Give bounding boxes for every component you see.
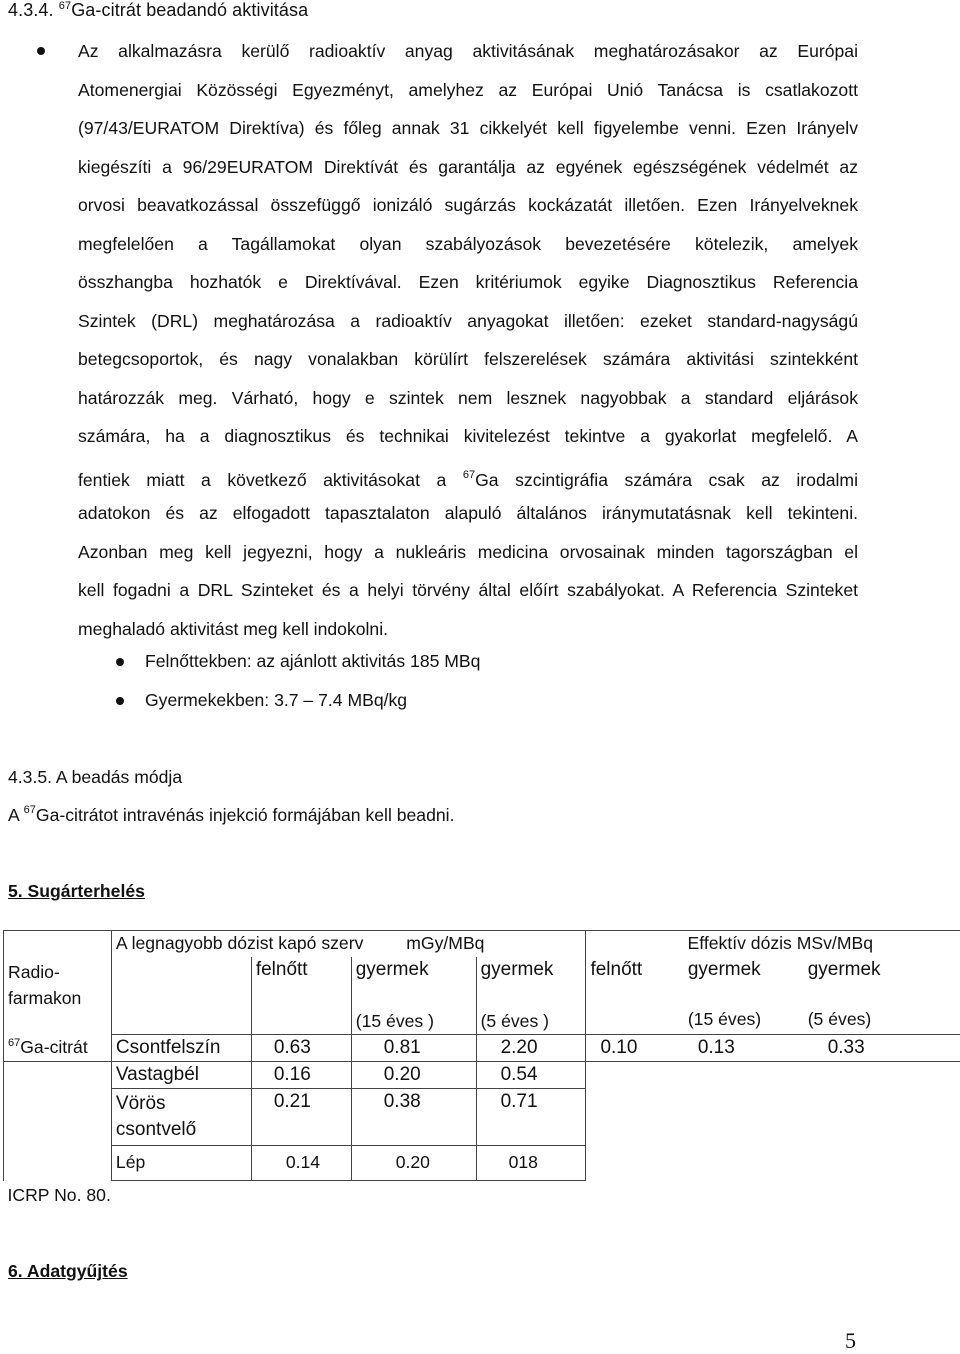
header-effective [586, 931, 960, 958]
page-number: 5 [845, 1328, 856, 1353]
paragraph-line: megfelelően a Tagállamokat olyan szabályozások bevezetésére kötelezik, amelyek [78, 233, 858, 254]
line-text: fentiek miatt a következő aktivitásokat a [78, 469, 447, 490]
dose-table [3, 930, 960, 1208]
isotope-sup: 67 [8, 1036, 21, 1049]
value-cell: 0.33 [794, 1035, 960, 1062]
section-435-text [8, 804, 454, 826]
paragraph-line: Azonban meg kell jegyezni, hogy a nukleáris medicina orvosainak minden tagországban el [78, 541, 858, 562]
header-unit: mGy/MBq [406, 933, 485, 953]
col-sub [586, 983, 684, 1035]
paragraph-line: meghaladó aktivitást meg kell indokolni. [78, 618, 389, 639]
value-cell: 0.13 [684, 1035, 794, 1062]
bullet-icon [116, 658, 124, 666]
value-cell: 0.38 [351, 1089, 476, 1146]
value-cell: 0.21 [251, 1089, 351, 1146]
paragraph-line: Az alkalmazásra kerülő radioaktív anyag aktivitásának meghatározásakor az Európai [78, 41, 858, 61]
paragraph-line: Szintek (DRL) meghatározása a radioaktív anyagokat illetően: ezeket standard-nagyságú [78, 310, 858, 331]
sub-bullet-adults: Felnőttekben: az ajánlott aktivitás 185 MBq [145, 651, 481, 671]
value-cell: 0.71 [476, 1089, 586, 1146]
col-sub: (15 éves ) [351, 983, 476, 1035]
value-cell: 0.20 [351, 1062, 476, 1089]
value-cell: 018 [476, 1146, 586, 1181]
radiopharmaceutical-label: Radio- farmakon [4, 957, 112, 1035]
col-sub: (5 éves) [794, 983, 960, 1035]
col-label: felnőtt [251, 957, 351, 983]
col-label: gyermek [351, 957, 476, 983]
section-heading-435: 4.3.5. A beadás módja [8, 767, 183, 787]
value-cell: 0.14 [251, 1146, 351, 1181]
isotope-sup: 67 [462, 468, 476, 481]
col-sub: (5 éves ) [476, 983, 586, 1035]
value-cell: 0.10 [586, 1035, 684, 1062]
paragraph-line: kiegészíti a 96/29EURATOM Direktívát és garantálja az egyének egészségének védelmét az [78, 156, 858, 177]
line-text: A [8, 805, 19, 825]
heading-number: 4.3.4. [8, 0, 54, 20]
isotope-sup: 67 [23, 804, 36, 816]
paragraph-line-with-sup [78, 456, 858, 495]
section-heading-5: 5. Sugárterhelés [8, 881, 145, 901]
intro-paragraph [78, 32, 858, 648]
header-organ-label: A legnagyobb dózist kapó szerv [115, 933, 364, 953]
paragraph-line: (97/43/EURATOM Direktíva) és főleg annak 31 cikkelyét kell figyelembe venni. Ezen Irányelv [78, 118, 858, 138]
col-label: felnőtt [586, 957, 684, 983]
heading-isotope-sup: 67 [58, 0, 72, 12]
empty-cell [586, 1146, 960, 1181]
heading-text: Ga-citrát beadandó aktivitása [71, 0, 309, 20]
drug-name: Ga-citrát [20, 1036, 88, 1057]
value-cell: 0.54 [476, 1062, 586, 1089]
empty-cell [586, 1089, 960, 1146]
value-cell: 2.20 [476, 1035, 586, 1062]
source-cell: ICRP No. 80. [7, 1185, 111, 1205]
empty-cell [251, 1181, 960, 1209]
empty-cell [4, 1089, 112, 1146]
value-cell: 0.81 [351, 1035, 476, 1062]
organ-cell: Vastagbél [111, 1062, 251, 1089]
bullet-icon [37, 47, 45, 55]
section-heading-434 [8, 0, 308, 21]
paragraph-line: számára, ha a diagnosztikus és technikai kivitelezést tekintve a gyakorlat megfelelő. A [78, 426, 858, 446]
organ-cell: Csontfelszín [111, 1035, 251, 1062]
bullet-icon [116, 697, 124, 705]
paragraph-line: kell fogadni a DRL Szinteket és a helyi törvény által előírt szabályokat. A Referencia Szinteket [78, 580, 858, 600]
organ-cell: Lép [111, 1146, 251, 1181]
line-text: Ga szcintigráfia számára csak az irodalmi [475, 469, 858, 490]
col-sub [251, 983, 351, 1035]
empty-cell [4, 1062, 112, 1089]
header-effective-label: Effektív dózis MSv/MBq [687, 933, 873, 953]
col-label: gyermek [476, 957, 586, 983]
paragraph-line: Atomenergiai Közösségi Egyezményt, amelyhez az Európai Unió Tanácsa is csatlakozott [78, 79, 858, 100]
line-text: Ga-citrátot intravénás injekció formájában kell beadni. [35, 805, 455, 825]
organ-cell: Vörös csontvelő [111, 1089, 251, 1146]
sub-bullet-children: Gyermekekben: 3.7 – 7.4 MBq/kg [145, 690, 408, 710]
paragraph-line: határozzák meg. Várható, hogy e szintek nem lesznek nagyobbak a standard eljárások [78, 387, 858, 408]
value-cell: 0.63 [251, 1035, 351, 1062]
empty-cell [4, 1146, 112, 1181]
empty-cell [111, 983, 251, 1035]
col-label: gyermek [687, 959, 761, 980]
drug-name-cell [4, 1035, 112, 1062]
paragraph-line: összhangba hozhatók e Direktívával. Ezen kritériumok egyike Diagnosztikus Referencia [78, 272, 858, 292]
paragraph-line: betegcsoportok, és nagy vonalakban körülírt felszerelések számára aktivitási szintekként [78, 349, 858, 369]
empty-cell [111, 957, 251, 983]
col-label: gyermek [794, 957, 960, 983]
table-corner [4, 931, 112, 958]
value-cell: 0.16 [251, 1062, 351, 1089]
paragraph-line: orvosi beavatkozással összefüggő ionizáló sugárzás kockázatát illetően. Ezen Irányelveknek [78, 195, 858, 215]
empty-cell [586, 1062, 960, 1089]
header-organ [111, 931, 586, 958]
paragraph-line: adatokon és az elfogadott tapasztalaton alapuló általános iránymutatásnak kell tekinteni. [78, 503, 858, 523]
section-heading-6: 6. Adatgyűjtés [8, 1261, 128, 1281]
col-sub: (15 éves) [684, 983, 794, 1035]
value-cell: 0.20 [351, 1146, 476, 1181]
